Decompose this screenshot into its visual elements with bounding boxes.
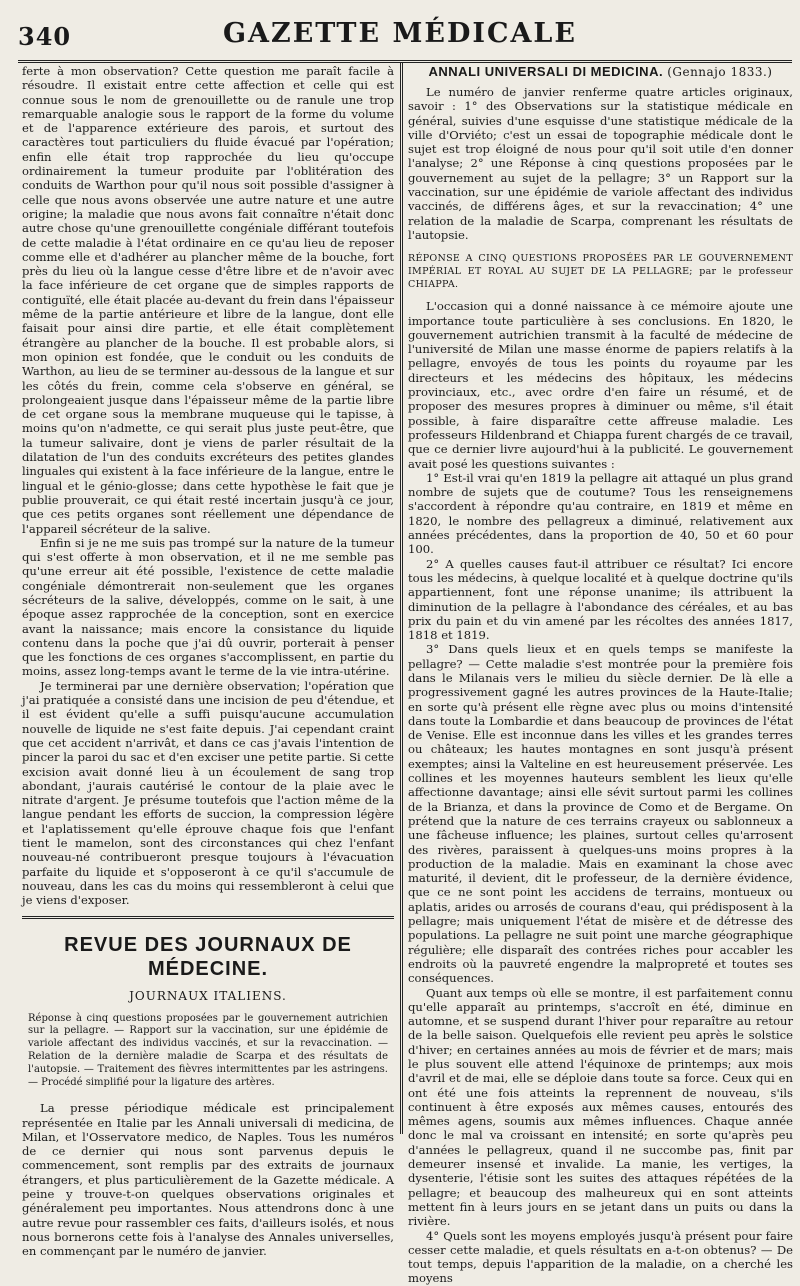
header-rule [18,60,792,63]
question-paragraph: 2° A quelles causes faut-il attribuer ce résultat? Ici encore tous les médecins, à quelque localité et à quelque doctrine qu'ils appartiennent, font une réponse unanime; ils attribuent la diminution de la pellagre à l'abondance des céréales, et au bas prix du pain et du vin amené par les récoltes des années 1817, 1818 et 1819. [408,556,793,643]
section-title: REVUE DES JOURNAUX DE MÉDECINE. [64,933,352,980]
question-paragraph: 4° Quels sont les moyens employés jusqu'à présent pour faire cesser cette maladie, et quels résultats en a-t-on obtenus? — De tout temps, depuis l'apparition de la maladie, on a cherché les moyens [408,1228,793,1286]
journal-title: GAZETTE MÉDICALE [222,18,577,49]
body-paragraph: L'occasion qui a donné naissance à ce mémoire ajoute une importance toute particulière à ses conclusions. En 1820, le gouvernement autrichien transmit à la faculté de médecine de l'université de Milan une masse énorme de papiers relatifs à la pellagre, envoyés de tous les points du royaume par les directeurs et les médecins des hôpitaux, les médecins provinciaux, etc., avec ordre d'en faire un résumé, et de proposer des mesures propres à diminuer ou même, s'il était possible, à faire disparaître cette affreuse maladie. Les professeurs Hildenbrand et Chiappa furent chargés de ce travail, que ce dernier livre aujourd'hui à la publicité. Le gouvernement avait posé les questions suivantes : [408,299,793,471]
section-summary: Réponse à cinq questions proposées par le gouvernement autrichien sur la pellagre. — Rapport sur la vaccination, sur une épidémie de variole affectant des individus vaccinés, et sur la revaccination. — Relation de la dernière maladie de Scarpa et des résultats de l'autopsie. — Traitement des fièvres intermittentes par les astringens. — Procédé simplifié pour la ligature des artères. [28,1012,388,1088]
body-paragraph: Quant aux temps où elle se montre, il est parfaitement connu qu'elle apparaît au printemps, s'accroît en été, diminue en automne, et se suspend durant l'hiver pour reparaître au retour de la belle saison. Quelquefois elle revient peu après le solstice d'hiver; en certaines années au mois de février et de mars; mais le plus souvent elle attend l'équinoxe de printemps; aux mois d'avril et de mai, elle se déploie dans toute sa force. Ceux qui en ont été une fois atteints la reprennent de nouveau, s'ils continuent à être exposés aux mêmes causes, entourés des mêmes agens, soumis aux mêmes influences. Chaque année donc le mal va croissant en intensité; en sorte qu'après peu d'années le pellagreux, quand il ne succombe pas, finit par demeurer insensé et invalide. La manie, les vertiges, la dysenterie, l'étisie sont les suites des attaques répétées de la pellagre; et beaucoup des malheureux qui en sont atteints mettent fin à leurs jours en se jetant dans un puits ou dans la rivière. [408,985,793,1229]
body-paragraph: Je terminerai par une dernière observation; l'opération que j'ai pratiquée a consisté dans une incision de peu d'étendue, et il est évident qu'elle a suffi puisqu'aucune accumulation nouvelle de liquide ne s'est faite depuis. J'ai cependant craint que cet accident n'arrivât, et dans ce cas j'avais l'intention de pincer la paroi du sac et d'en exciser une petite partie. Si cette excision avait donné lieu à un écoulement de sang trop abondant, j'aurais cautérisé le contour de la plaie avec le nitrate d'argent. Je présume toutefois que l'action même de la langue pendant les efforts de succion, la compression légère et l'aplatissement qu'elle éprouve chaque fois que l'enfant tient le mamelon, sont des circonstances qui chez l'enfant nouveau-né contribueront presque toujours à l'évacuation parfaite du liquide et s'opposeront à ce qu'il s'accumule de nouveau, dans les cas du moins qui ressembleront à celui que je viens d'exposer. [22,678,394,908]
question-paragraph: 1° Est-il vrai qu'en 1819 la pellagre ait attaqué un plus grand nombre de sujets que de coutume? Tous les renseignemens s'accordent à répondre qu'au contraire, en 1819 et même en 1820, le nombre des pellagreux a diminué, relativement aux années précédentes, dans la proportion de 40, 50 et 60 pour 100. [408,470,793,557]
subsection-title: JOURNAUX ITALIENS. [129,988,287,1003]
annali-title: ANNALI UNIVERSALI DI MEDICINA. [428,64,664,79]
body-paragraph: ferte à mon observation? Cette question me paraît facile à résoudre. Il existait entre cette affection et celle qui est connue sous le nom de grenouillette ou de ranule une trop remarquable analogie sous le rapport de la forme du volume et de l'apparence extérieure des parois, et surtout des caractères tout particuliers du fluide évacué par l'opération; enfin elle était trop rapprochée du lieu qu'occupe ordinairement la tumeur produite par l'oblitération des conduits de Warthon pour qu'il nous soit possible d'assigner à celle que nous avons observée une autre nature et une autre origine; la maladie que nous avons fait connaître n'était donc autre chose qu'une grenouillette congéniale différant toutefois de cette maladie à l'état ordinaire en ce qu'au lieu de reposer comme elle et d'adhérer au plancher même de la bouche, fort près du lieu où la langue cesse d'être libre et de n'avoir avec la face inférieure de cet organe que de simples rapports de contiguïté, elle était placée au-devant du frein dans l'épaisseur même de la partie antérieure et libre de la langue, dont elle faisait pour ainsi dire partie, et elle était complètement étrangère au plancher de la bouche. Il est probable alors, si mon opinion est fondée, que le conduit ou les conduits de Warthon, au lieu de se terminer au-dessous de la langue et sur les côtés du frein, comme cela s'observe en général, se prolongeaient jusque dans l'épaisseur même de la partie libre de cet organe sous la membrane muqueuse qui le tapisse, à moins qu'on n'admette, ce qui serait plus juste peut-être, que la tumeur salivaire, dont je viens de parler résultait de la dilatation de l'un des conduits excréteurs des petites glandes linguales qui existent à la face inférieure de la langue, entre le lingual et le génio-glosse; dans cette hypothèse le fait que je publie prouverait, ce qui était resté incertain jusqu'à ce jour, que ces petits organes sont réellement une dépendance de l'appareil sécréteur de la salive. [22,64,394,536]
section-rule [22,916,394,919]
left-column [22,64,394,1259]
article-subheading: RÉPONSE A CINQ QUESTIONS PROPOSÉES PAR LE GOUVERNEMENT IMPÉRIAL ET ROYAL AU SUJET DE LA PELLAGRE; par le professeur CHIAPPA. [408,253,793,291]
question-paragraph: 3° Dans quels lieux et en quels temps se manifeste la pellagre? — Cette maladie s'est montrée pour la première fois dans le Milanais vers le milieu du siècle dernier. De là elle a progressivement gagné les autres provinces de la Haute-Italie; en sorte qu'à présent elle règne avec plus ou moins d'intensité dans toute la Lombardie et dans beaucoup de provinces de l'état de Venise. Elle est inconnue dans les villes et les grandes terres ou châteaux; les hautes montagnes en sont jusqu'à présent exemptes; ainsi la Valteline en est heureusement préservée. Les collines et les moyennes hauteurs semblent les lieux qu'elle affectionne davantage; ainsi elle sévit surtout parmi les collines de la Brianza, et dans la province de Como et de Bergame. On prétend que la nature de ces terrains crayeux ou sablonneux a une fâcheuse influence; les plaines, surtout celles qu'arrosent des rivères, paraissent à quelques-uns moins propres à la production de la maladie. Mais en examinant la chose avec maturité, il devient, dit le professeur, de la dernière évidence, que ce ne sont point les accidens de terrains, montueux ou aplatis, arides ou arrosés de courans d'eau, qui prédisposent à la pellagre; mais uniquement l'état de misère et de détresse des populations. La pellagre ne suit point une marche géographique régulière; elle disparaît des contrées riches pour accabler les endroits où la pauvreté engendre la malpropreté et toutes ses conséquences. [408,642,793,986]
article-heading [408,64,793,79]
page-number: 340 [18,22,72,51]
body-paragraph: Le numéro de janvier renferme quatre articles originaux, savoir : 1° des Observations sur la statistique médicale en général, suivies d'une esquisse d'une statistique médicale de la ville d'Orviéto; c'est un essai de topographie médicale dont le sujet est trop éloigné de nous pour qu'il soit utile d'en donner l'analyse; 2° une Réponse à cinq questions proposées par le gouvernement au sujet de la pellagre; 3° un Rapport sur la vaccination, sur une épidémie de variole affectant des individus vaccinés, de différens âges, et sur la revaccination; 4° une relation de la maladie de Scarpa, comprenant les résultats de l'autopsie. [408,85,793,242]
body-paragraph: La presse périodique médicale est principalement représentée en Italie par les Annali universali di medicina, de Milan, et l'Osservatore medico, de Naples. Tous les numéros de ce dernier qui nous sont parvenus depuis le commencement, sont remplis par des extraits de journaux étrangers, et plus particulièrement de la Gazette médicale. A peine y trouve-t-on quelques observations originales et généralement peu importantes. Nous attendrons donc à une autre revue pour rassembler ces faits, d'ailleurs isolés, et nous nous bornerons cette fois à l'analyse des Annales universelles, en commençant par le numéro de janvier. [22,1101,394,1259]
right-column [408,64,793,1286]
column-divider [400,62,403,1134]
body-paragraph: Enfin si je ne me suis pas trompé sur la nature de la tumeur qui s'est offerte à mon observation, et il ne me semble pas qu'une erreur ait été possible, l'existence de cette maladie congéniale démontrerait non-seulement que les organes sécréteurs de la salive, développés, comme on le sait, à une époque assez rapprochée de la conception, sont en exercice avant la naissance; mais encore la consistance du liquide contenu dans la poche que j'ai dû ouvrir, porterait à penser que les fonctions de ces organes s'accomplissent, en partie du moins, assez long-temps avant le terme de la vie intra-utérine. [22,535,394,679]
annali-date: (Gennajo 1833.) [667,65,773,79]
